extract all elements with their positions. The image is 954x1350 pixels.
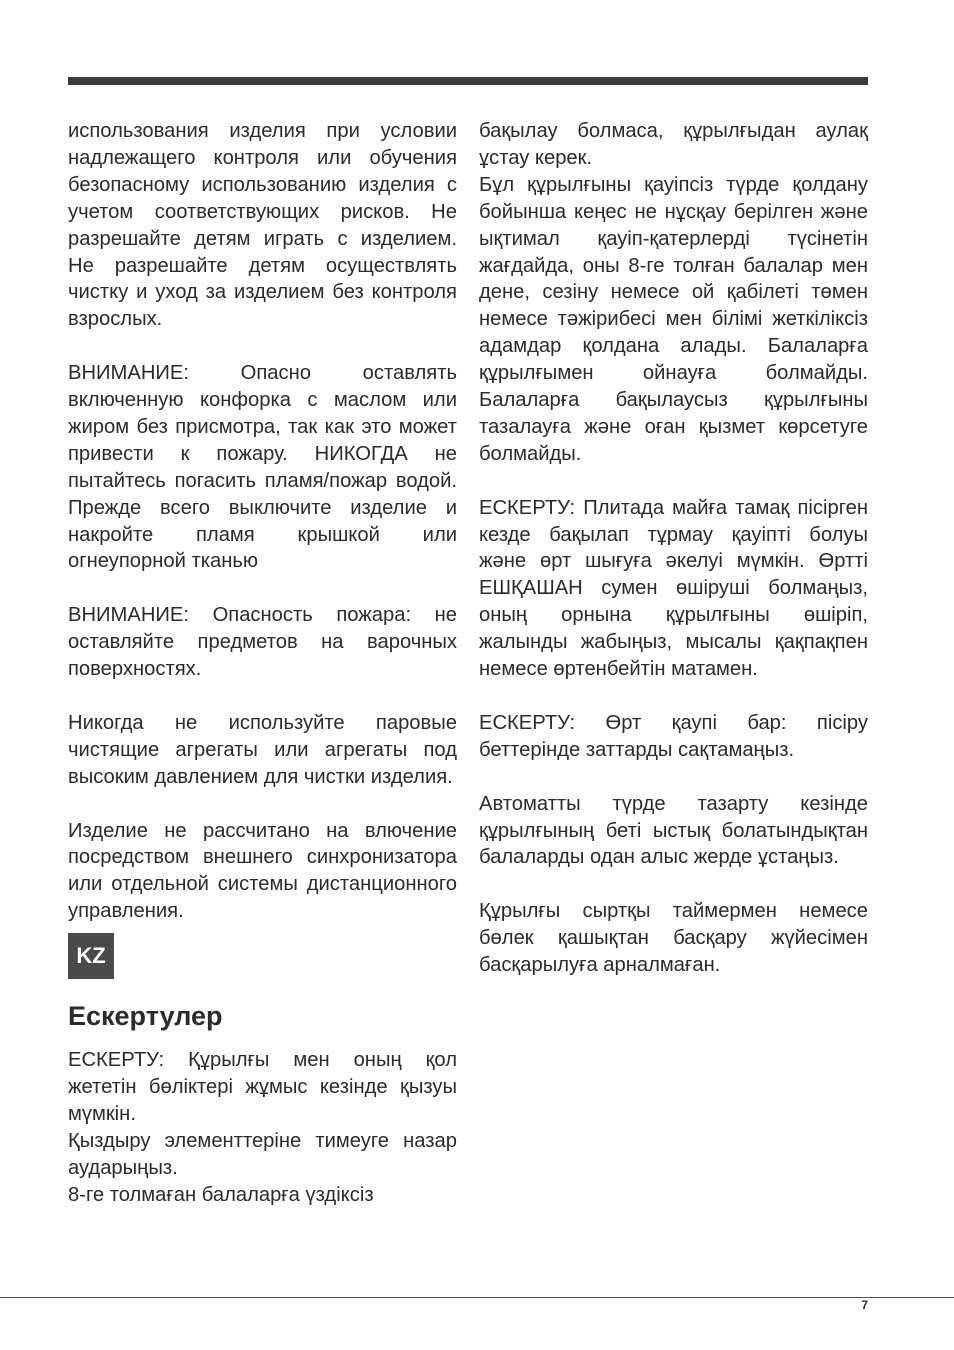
paragraph-kz-children: 8-ге толмаған балаларға үздіксіз bbox=[68, 1183, 374, 1206]
paragraph-oil-fire-warning: ВНИМАНИЕ: Опасно оставлять включенную конфорка с маслом или жиром без присмотра, так как это может привести к пожару. НИКОГДА не пытайтесь погасить пламя/пожар водой. Прежде всего выключите изделие и накройте пламя крышкой или огнеупорной тканью bbox=[68, 362, 457, 573]
paragraph-child-supervision: использования изделия при условии надлежащего контроля или обучения безопасному использованию изделия с учетом соответствующих рисков. Не разрешайте детям играть с изделием. Не разрешайте детям осуществлять чистку и уход за изделием без контроля взрослых. bbox=[68, 120, 457, 331]
right-column bbox=[479, 118, 868, 979]
paragraph-kz-external-timer: Құрылғы сыртқы таймермен немесе бөлек қашықтан басқару жүйесімен басқарылуға арналмаған. bbox=[479, 900, 868, 977]
paragraph-external-timer: Изделие не рассчитано на влючение посредством внешнего синхронизатора или отдельной системы дистанционного управления. bbox=[68, 819, 457, 923]
header-rule bbox=[68, 77, 868, 85]
left-column bbox=[68, 118, 457, 1209]
section-title: Ескертулер bbox=[68, 1001, 223, 1032]
paragraph-kz-children-continued: бақылау болмаса, құрылғыдан аулақ ұстау керек. bbox=[479, 120, 868, 169]
paragraph-kz-auto-cleaning: Автоматты түрде тазарту кезінде құрылғының беті ыстық болатындықтан балаларды одан алыс жерде ұстаңыз. bbox=[479, 792, 868, 869]
paragraph-kz-heating-elements: Қыздыру элементтеріне тимеуге назар аударыңыз. bbox=[68, 1129, 457, 1179]
footer-rule bbox=[0, 1297, 954, 1298]
paragraph-kz-oil-fire-warning: ЕСКЕРТУ: Плитада майға тамақ пісірген кезде бақылап тұрмау қауіпті болуы және өрт шығуға әкелуі мүмкін. Өртті ЕШҚАШАН сумен өшіруші болмаңыз, оның орнына құрылғыны өшіріп, жалынды жабыңыз, мысалы қақпақпен немесе өртенбейтін матамен. bbox=[479, 496, 868, 681]
paragraph-kz-safe-use: Бұл құрылғыны қауіпсіз түрде қолдану бойынша кеңес не нұсқау берілген және ықтимал қауіп-қатерлерді түсінетін жағдайда, оны 8-ге толған балалар мен дене, сезіну немесе ой қабілеті төмен немесе тәжірибесі мен білімі жеткіліксіз адамдар қолдана алады. Балаларға құрылғымен ойнауға болмайды. Балаларға бақылаусыз құрылғыны тазалауға және оған қызмет көрсетуге болмайды. bbox=[479, 173, 868, 465]
paragraph-fire-hazard: ВНИМАНИЕ: Опасность пожара: не оставляйте предметов на варочных поверхностях. bbox=[68, 604, 457, 681]
paragraph-steam-cleaner: Никогда не используйте паровые чистящие агрегаты или агрегаты под высоким давлением для чистки изделия. bbox=[68, 711, 457, 788]
paragraph-kz-fire-hazard: ЕСКЕРТУ: Өрт қаупі бар: пісіру беттерінде заттарды сақтамаңыз. bbox=[479, 711, 868, 761]
page-number: 7 bbox=[861, 1298, 868, 1312]
language-badge-kz: KZ bbox=[68, 933, 114, 979]
paragraph-kz-hot-parts: ЕСКЕРТУ: Құрылғы мен оның қол жететін бөліктері жұмыс кезінде қызуы мүмкін. bbox=[68, 1049, 457, 1125]
